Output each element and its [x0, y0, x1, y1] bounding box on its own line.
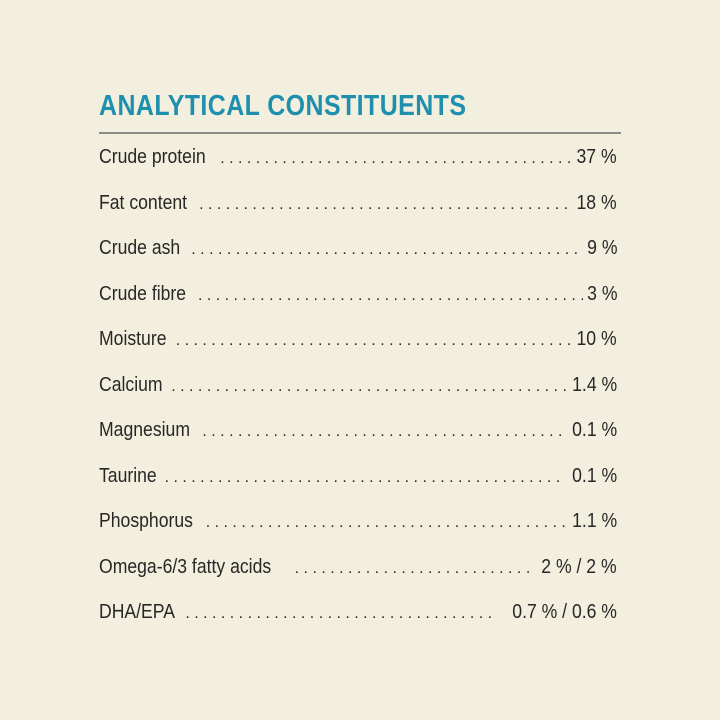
constituent-value: 37 % — [576, 146, 617, 168]
constituent-value: 0.7 % / 0.6 % — [512, 601, 617, 623]
constituent-row-calcium — [99, 374, 617, 404]
constituent-value: 0.1 % — [571, 464, 617, 487]
constituent-row-crude-ash — [99, 237, 617, 267]
constituent-value: 0.1 % — [571, 419, 617, 441]
constituent-label: Moisture — [99, 328, 167, 350]
dot-leader — [176, 332, 572, 350]
constituent-value: 10 % — [576, 328, 617, 350]
constituent-row-taurine — [99, 465, 617, 495]
constituent-label: Crude protein — [99, 146, 206, 168]
dot-leader — [202, 423, 565, 441]
constituent-value: 18 % — [576, 191, 617, 214]
analytical-constituents-panel — [99, 88, 621, 623]
constituent-row-magnesium — [99, 419, 617, 449]
constituent-label: Fat content — [99, 191, 188, 214]
constituent-label: Magnesium — [99, 419, 190, 441]
constituent-label: Phosphorus — [99, 510, 193, 532]
constituent-label: Crude fibre — [99, 282, 187, 305]
constituent-label: Omega-6/3 fatty acids — [99, 555, 272, 578]
dot-leader — [171, 378, 566, 396]
dot-leader — [198, 287, 583, 305]
constituent-row-fat-content — [99, 192, 617, 222]
section-title: ANALYTICAL CONSTITUENTS — [99, 90, 467, 122]
title-divider — [99, 132, 621, 134]
constituent-row-omega-fatty-acids — [99, 556, 617, 586]
constituent-value: 1.4 % — [571, 373, 617, 396]
constituent-label: Crude ash — [99, 237, 181, 259]
constituent-value: 2 % / 2 % — [541, 555, 617, 578]
constituent-label: DHA/EPA — [99, 601, 175, 623]
constituent-row-phosphorus — [99, 510, 617, 540]
constituent-row-crude-protein — [99, 146, 617, 176]
dot-leader — [185, 605, 498, 623]
dot-leader — [165, 469, 566, 487]
dot-leader — [220, 150, 571, 168]
constituent-row-dha-epa — [99, 601, 617, 631]
dot-leader — [295, 560, 532, 578]
constituent-value: 9 % — [586, 237, 617, 259]
dot-leader — [191, 241, 582, 259]
dot-leader — [199, 196, 571, 214]
constituent-value: 1.1 % — [571, 510, 617, 532]
dot-leader — [206, 514, 566, 532]
constituent-row-crude-fibre — [99, 283, 617, 313]
constituent-row-moisture — [99, 328, 617, 358]
constituent-label: Taurine — [99, 464, 157, 487]
constituent-value: 3 % — [586, 282, 617, 305]
constituent-label: Calcium — [99, 373, 163, 396]
